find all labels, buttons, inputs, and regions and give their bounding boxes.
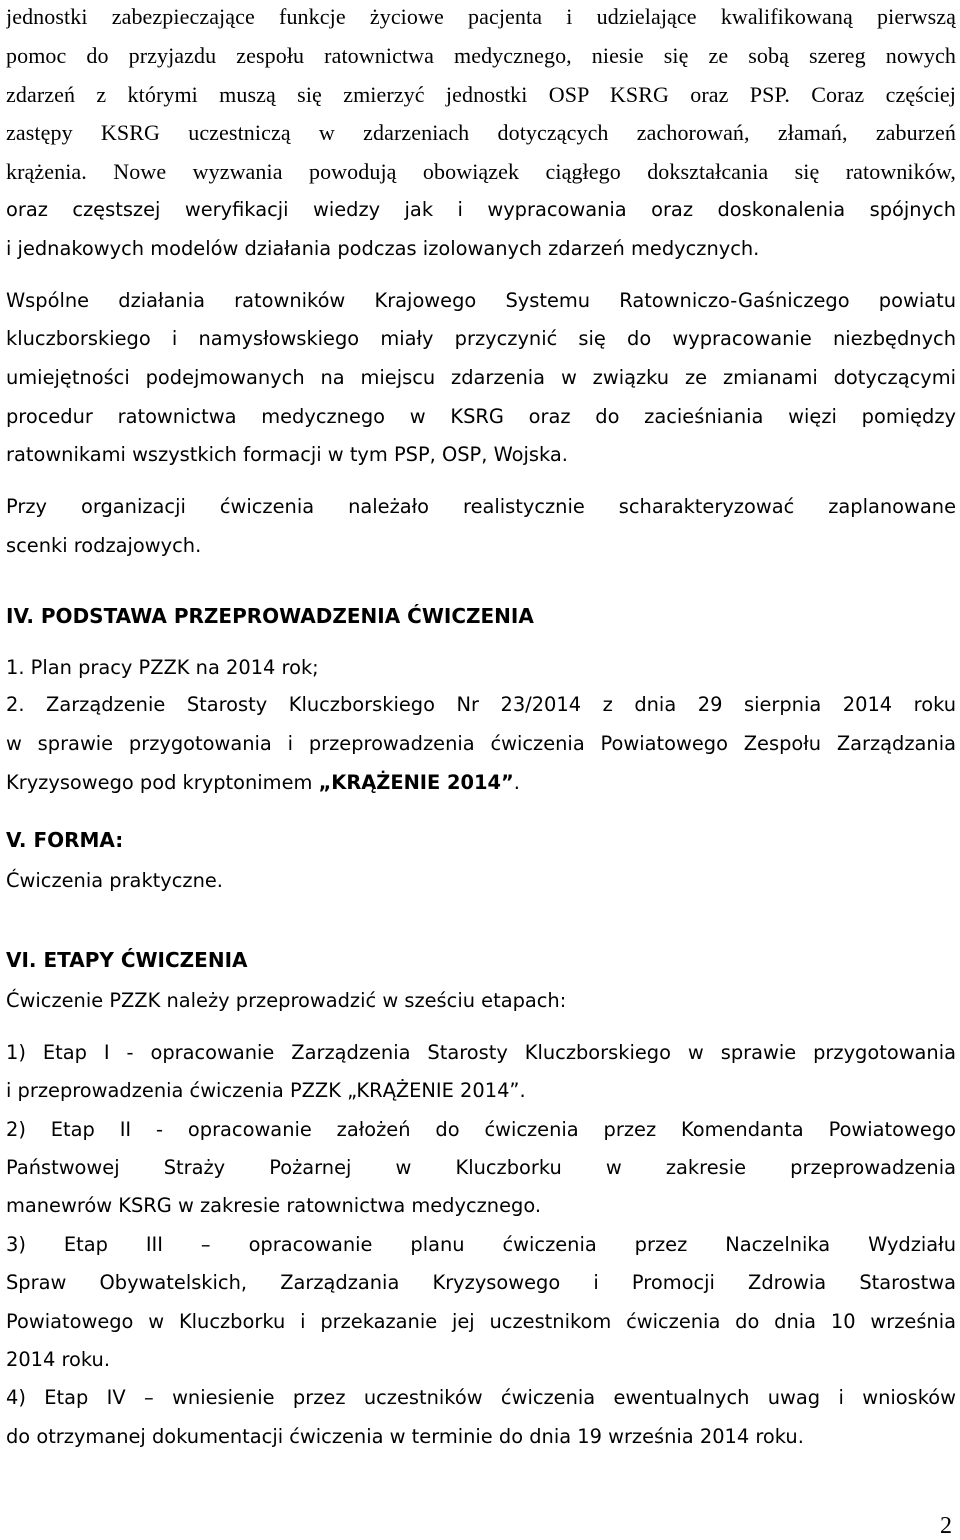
list-item: w sprawie przygotowania i przeprowadzenia ćwiczenia Powiatowego Zespołu Zarządzania [6, 732, 956, 755]
stage-line: 1) Etap I - opracowanie Zarządzenia Starosty Kluczborskiego w sprawie przygotowania [6, 1041, 956, 1064]
paragraph-fragment: Nowe wyzwania powodują obowiązek ciągłego dokształcania się ratowników, [113, 159, 956, 184]
stage-line: 2) Etap II - opracowanie założeń do ćwiczenia przez Komendanta Powiatowego [6, 1118, 956, 1141]
stage-line: i przeprowadzenia ćwiczenia PZZK „KRĄŻENIE 2014”. [6, 1079, 526, 1102]
codename: „KRĄŻENIE 2014” [318, 771, 514, 794]
text-fragment: Kryzysowego pod kryptonimem [6, 771, 319, 794]
paragraph-line: pomoc do przyjazdu zespołu ratownictwa medycznego, niesie się ze sobą szereg nowych [6, 43, 956, 68]
paragraph-line: i jednakowych modelów działania podczas izolowanych zdarzeń medycznych. [6, 237, 760, 260]
section-heading: V. FORMA: [6, 828, 124, 852]
paragraph-line: ratownikami wszystkich formacji w tym PSP, OSP, Wojska. [6, 443, 568, 466]
paragraph-line: Wspólne działania ratowników Krajowego Systemu Ratowniczo-Gaśniczego powiatu [6, 289, 956, 312]
stage-line: manewrów KSRG w zakresie ratownictwa medycznego. [6, 1194, 542, 1217]
paragraph-line: Ćwiczenia praktyczne. [6, 869, 223, 892]
section-heading: IV. PODSTAWA PRZEPROWADZENIA ĆWICZENIA [6, 604, 534, 628]
stage-line: 4) Etap IV – wniesienie przez uczestników ćwiczenia ewentualnych uwag i wniosków [6, 1386, 956, 1409]
stage-line: Spraw Obywatelskich, Zarządzania Kryzysowego i Promocji Zdrowia Starostwa [6, 1271, 956, 1294]
list-item-last-line [6, 770, 956, 796]
stage-line: 3) Etap III – opracowanie planu ćwiczenia przez Naczelnika Wydziału [6, 1233, 956, 1256]
paragraph-line: procedur ratownictwa medycznego w KSRG oraz do zacieśniania więzi pomiędzy [6, 405, 956, 428]
page-number: 2 [940, 1513, 952, 1539]
paragraph-line: Przy organizacji ćwiczenia należało realistycznie scharakteryzować zaplanowane [6, 495, 956, 518]
stage-line: Państwowej Straży Pożarnej w Kluczborku w zakresie przeprowadzenia [6, 1156, 956, 1179]
section-heading: VI. ETAPY ĆWICZENIA [6, 948, 248, 972]
paragraph-fragment: krążenia. [6, 159, 87, 184]
paragraph-line: oraz częstszej weryfikacji wiedzy jak i wypracowania oraz doskonalenia spójnych [6, 198, 956, 221]
paragraph-line: kluczborskiego i namysłowskiego miały przyczynić się do wypracowanie niezbędnych [6, 327, 956, 350]
stage-line: do otrzymanej dokumentacji ćwiczenia w terminie do dnia 19 września 2014 roku. [6, 1425, 804, 1448]
paragraph-line-mixed [6, 159, 956, 185]
text-fragment: . [513, 771, 520, 794]
paragraph-line: zastępy KSRG uczestniczą w zdarzeniach dotyczących zachorowań, złamań, zaburzeń [6, 120, 956, 145]
paragraph-line: scenki rodzajowych. [6, 534, 202, 557]
list-item: 1. Plan pracy PZZK na 2014 rok; [6, 656, 319, 679]
paragraph-line: umiejętności podejmowanych na miejscu zdarzenia w związku ze zmianami dotyczącymi [6, 366, 956, 389]
list-item: 2. Zarządzenie Starosty Kluczborskiego Nr 23/2014 z dnia 29 sierpnia 2014 roku [6, 693, 956, 716]
paragraph-line: jednostki zabezpieczające funkcje życiowe pacjenta i udzielające kwalifikowaną pierwszą [6, 4, 956, 29]
paragraph-line: Ćwiczenie PZZK należy przeprowadzić w sześciu etapach: [6, 989, 567, 1012]
stage-line: Powiatowego w Kluczborku i przekazanie jej uczestnikom ćwiczenia do dnia 10 września [6, 1310, 956, 1333]
stage-line: 2014 roku. [6, 1348, 111, 1371]
paragraph-line: zdarzeń z którymi muszą się zmierzyć jednostki OSP KSRG oraz PSP. Coraz częściej [6, 82, 956, 107]
